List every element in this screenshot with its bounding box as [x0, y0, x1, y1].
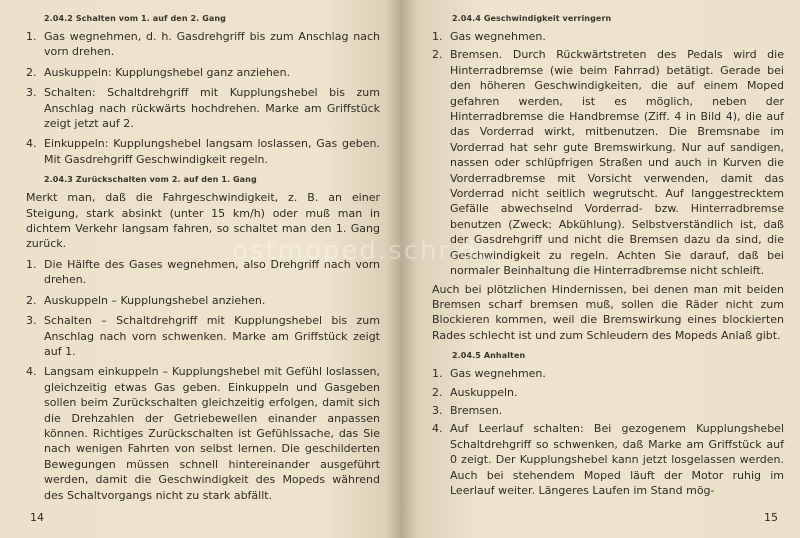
list-text: Bremsen. Durch Rückwärtstreten des Pedals wird die Hinterradbremse (wie beim Fahrrad) betätigt. Gerade bei den höheren Geschwindigkeiten, die auf einem Moped gefahren werden, ist es möglich, neben der Hinterradbremse die Handbremse (Ziff. 4 in Bild 4), die auf das Vorderrad wirkt, mitbenutzen. Die Bremsnabe im Vorderrad hat sehr gute Bremswirkung. Nur auf sandigen, nassen oder schlüpfrigen Straßen und auch in Kurven die Vorderradbremse mit Vorsicht verwenden, damit das Vorderrad nicht seitlich wegrutscht. Auf langgestrecktem Gefälle abwechselnd Vorderrad- bzw. Hinterradbremse benutzen (Zweck: Abkühlung). Selbstverständlich ist, daß der Gasdrehgriff und nicht die Bremsen dazu da sind, die Geschwindigkeit zu regeln. Achten Sie darauf, daß bei normaler Beinhaltung die Hinterradbremse nicht schleift. [450, 48, 784, 278]
list-text: Gas wegnehmen. [450, 30, 546, 43]
section-heading-2-04-3: 2.04.3 Zurückschalten vom 2. auf den 1. Gang [44, 175, 257, 185]
intro-paragraph: Merkt man, daß die Fahrgeschwindigkeit, z. B. an einer Steigung, stark absinkt (unter 15 km/h) oder muß man in dichtem Verkehr langsam fahren, so schaltet man den 1. Gang zurück. [26, 191, 380, 251]
page-number: 15 [764, 511, 778, 524]
list-number: 3. [26, 314, 37, 328]
section-heading-2-04-2: 2.04.2 Schalten vom 1. auf den 2. Gang [44, 14, 226, 23]
list-item [432, 421, 784, 498]
section-heading-2-04-5: 2.04.5 Anhalten [452, 351, 526, 361]
watermark: ostmoped.schr.de [232, 236, 496, 266]
list-number: 1. [26, 257, 37, 271]
list-text: Bremsen. [450, 403, 503, 417]
list-number: 3. [26, 86, 37, 100]
list-item [432, 403, 784, 418]
list-number: 3. [432, 403, 443, 417]
list-text: Auskuppeln. [450, 385, 518, 399]
list-number: 4. [432, 422, 443, 436]
section-heading-2-04-4: 2.04.4 Geschwindigkeit verringern [452, 14, 612, 23]
list-item [432, 366, 784, 381]
list-item [26, 364, 380, 503]
list-number: 2. [26, 65, 37, 79]
list-text: Schalten – Schaltdrehgriff mit Kupplungshebel bis zum Anschlag nach vorn schwenken. Marke am Griffstück zeigt auf 1. [44, 314, 380, 358]
note-paragraph: Auch bei plötzlichen Hindernissen, bei denen man mit beiden Bremsen scharf bremsen muß, sollen die Räder nicht zum Blockieren kommen, weil die Bremswirkung eines blockierten Rades schlecht ist und zum Schleudern des Mopeds Anlaß gibt. [432, 282, 784, 342]
list-number: 1. [432, 30, 443, 43]
list-text: Gas wegnehmen, d. h. Gasdrehgriff bis zum Anschlag nach vorn drehen. [44, 30, 380, 59]
list-text: Einkuppeln: Kupplungshebel langsam loslassen, Gas geben. Mit Gasdrehgriff Geschwindigkeit regeln. [44, 137, 380, 166]
list-item [432, 385, 784, 400]
right-page [402, 0, 800, 538]
list-item [432, 29, 784, 44]
list-item [26, 257, 380, 288]
list-text: Schalten: Schaltdrehgriff mit Kupplungshebel bis zum Anschlag nach rückwärts hochdrehen. Marke am Griffstück zeigt jetzt auf 2. [44, 86, 380, 131]
list-number: 1. [432, 367, 443, 381]
page-number: 14 [30, 511, 44, 524]
list-item [26, 293, 380, 308]
list-text: Auf Leerlauf schalten: Bei gezogenem Kupplungshebel Schaltdrehgriff so schwenken, daß Marke am Griffstück auf 0 zeigt. Der Kupplungshebel kann jetzt losgelassen werden. Auch bei stehendem Moped läuft der Motor ruhig im Leerlauf weiter. Längeres Laufen im Stand mög- [450, 422, 784, 497]
list-text: Auskuppeln: Kupplungshebel ganz anziehen. [44, 65, 291, 79]
list-item [26, 85, 380, 131]
list-number: 4. [26, 365, 37, 379]
list-number: 2. [432, 48, 443, 62]
list-item [26, 65, 380, 80]
list-text: Auskuppeln – Kupplungshebel anziehen. [44, 293, 266, 307]
list-number: 1. [26, 30, 37, 43]
list-item [26, 313, 380, 359]
list-number: 4. [26, 137, 37, 151]
list-number: 2. [26, 293, 37, 307]
list-number: 2. [432, 385, 443, 399]
list-text: Gas wegnehmen. [450, 367, 546, 381]
list-item [26, 29, 380, 60]
list-text: Langsam einkuppeln – Kupplungshebel mit Gefühl loslassen, gleichzeitig etwas Gas geben. Einkuppeln und Gasgeben sollen beim Zurückschalten gleichzeitig erfolgen, damit sich die Drehzahlen der Getriebewellen einander anpassen können. Richtiges Zurückschalten ist Gefühlssache, das Sie nach wenigen Fahrten von selbst lernen. Die geschilderten Bewegungen müssen schnell hintereinander ausgeführt werden, damit die Geschwindigkeit des Mopeds während des Schaltvorgangs nicht zu stark abfällt. [44, 365, 380, 502]
list-text: Die Hälfte des Gases wegnehmen, also Drehgriff nach vorn drehen. [44, 257, 380, 287]
list-item [26, 136, 380, 167]
list-item [432, 47, 784, 278]
